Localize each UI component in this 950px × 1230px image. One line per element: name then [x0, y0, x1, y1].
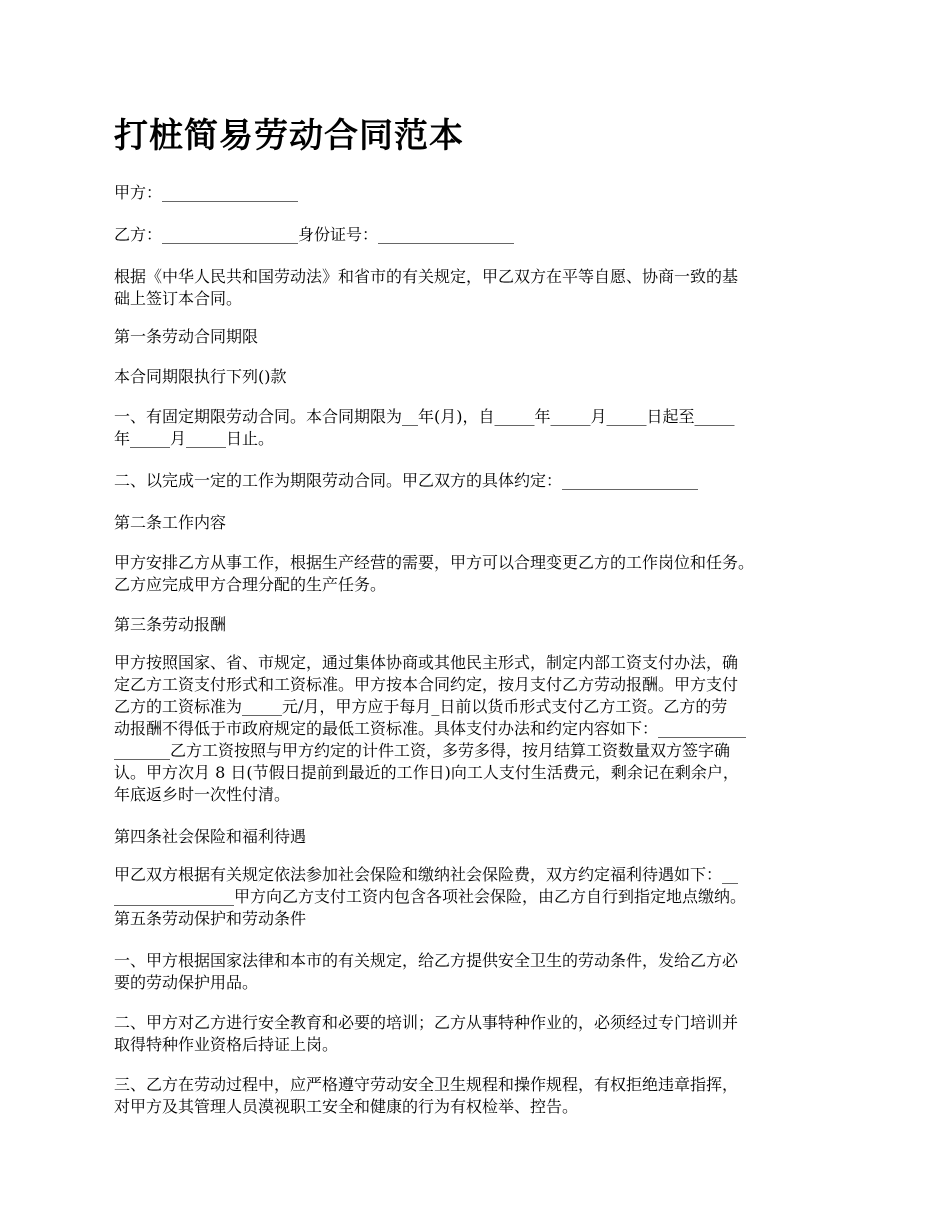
article-3-line-7: 年底返乡时一次性付清。 — [114, 785, 291, 804]
article-2-line-2: 乙方应完成甲方合理分配的生产任务。 — [114, 575, 387, 594]
article-3-line-3: 乙方的工资标准为_____元/月，甲方应于每月_日前以货币形式支付乙方工资。乙方的劳 — [114, 697, 728, 716]
article-5-item-3-line-2: 对甲方及其管理人员漠视职工安全和健康的行为有权检举、控告。 — [114, 1097, 579, 1116]
article-3-heading: 第三条劳动报酬 — [114, 615, 227, 634]
article-5-item-2-line-1: 二、甲方对乙方进行安全教育和必要的培训；乙方从事特种作业的，必须经过专门培训并 — [114, 1013, 739, 1032]
article-1-intro: 本合同期限执行下列()款 — [114, 367, 287, 386]
article-2-heading: 第二条工作内容 — [114, 513, 227, 532]
article-5-item-1-line-1: 一、甲方根据国家法律和本市的有关规定，给乙方提供安全卫生的劳动条件，发给乙方必 — [114, 951, 739, 970]
article-1-item-2: 二、以完成一定的工作为期限劳动合同。甲乙双方的具体约定：_________________ — [114, 471, 699, 490]
article-5-item-3-line-1: 三、乙方在劳动过程中，应严格遵守劳动安全卫生规程和操作规程，有权拒绝违章指挥， — [114, 1075, 739, 1094]
article-1-item-1-line-1: 一、有固定期限劳动合同。本合同期限为__年(月)，自_____年_____月_____日起至_____ — [114, 407, 735, 426]
article-3-line-2: 定乙方工资支付形式和工资标准。甲方按本合同约定，按月支付乙方劳动报酬。甲方支付 — [114, 675, 739, 694]
document-title: 打桩简易劳动合同范本 — [114, 116, 464, 156]
article-4-line-2: _______________甲方向乙方支付工资内包含各项社会保险，由乙方自行到指定地点缴纳。 — [114, 887, 747, 906]
article-1-item-1-line-2: 年_____月_____日止。 — [114, 429, 275, 448]
article-2-line-1: 甲方安排乙方从事工作，根据生产经营的需要，甲方可以合理变更乙方的工作岗位和任务。 — [114, 553, 755, 572]
article-3-line-6: 认。甲方次月 8 日(节假日提前到最近的工作日)向工人支付生活费元，剩余记在剩余户， — [114, 763, 739, 782]
article-3-line-4: 动报酬不得低于市政府规定的最低工资标准。具体支付办法和约定内容如下：___________ — [114, 719, 747, 738]
article-5-heading: 第五条劳动保护和劳动条件 — [114, 909, 307, 928]
article-5-item-2-line-2: 取得特种作业资格后持证上岗。 — [114, 1035, 339, 1054]
article-1-heading: 第一条劳动合同期限 — [114, 327, 259, 346]
article-4-heading: 第四条社会保险和福利待遇 — [114, 827, 307, 846]
party-b-line: 乙方：_________________身份证号：_________________ — [114, 225, 515, 244]
article-3-line-1: 甲方按照国家、省、市规定，通过集体协商或其他民主形式，制定内部工资支付办法，确 — [114, 653, 739, 672]
article-3-line-5: _______乙方工资按照与甲方约定的计件工资，多劳多得，按月结算工资数量双方签字确 — [114, 741, 731, 760]
preamble-line-2: 础上签订本合同。 — [114, 289, 243, 308]
party-a-line: 甲方：_________________ — [114, 183, 299, 202]
preamble-line-1: 根据《中华人民共和国劳动法》和省市的有关规定，甲乙双方在平等自愿、协商一致的基 — [114, 267, 739, 286]
article-4-line-1: 甲乙双方根据有关规定依法参加社会保险和缴纳社会保险费，双方约定福利待遇如下：__ — [114, 865, 739, 884]
article-5-item-1-line-2: 要的劳动保护用品。 — [114, 973, 259, 992]
